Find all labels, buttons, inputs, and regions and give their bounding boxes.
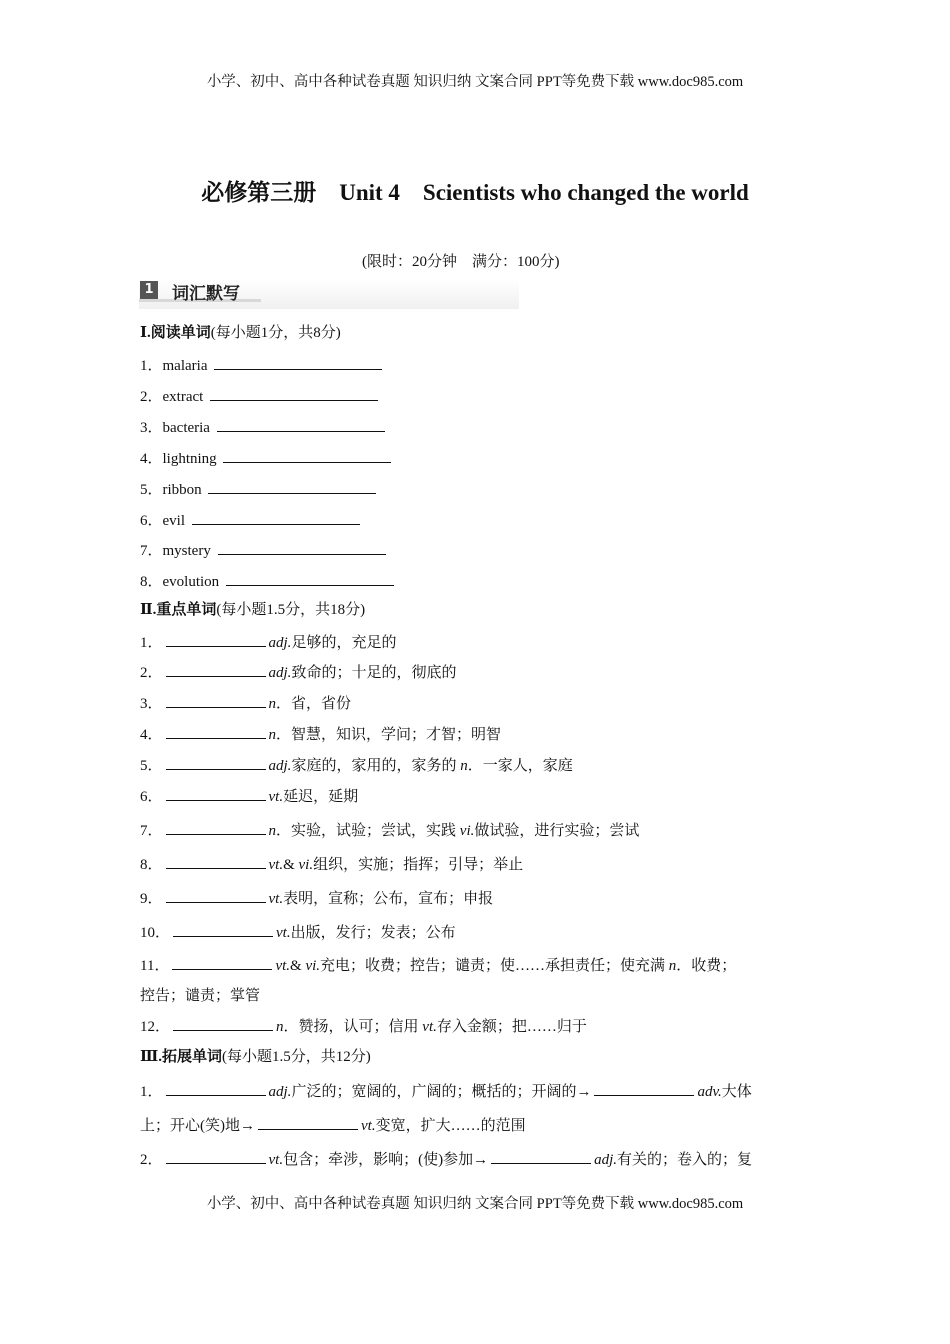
line-text: (每小题1分，共8分) xyxy=(210,325,341,341)
answer-blank[interactable] xyxy=(258,1114,358,1130)
exercise-line xyxy=(140,853,523,875)
section-banner xyxy=(139,279,519,309)
line-text: 4． xyxy=(140,727,163,743)
line-text: 2． xyxy=(140,1152,163,1168)
line-text: 上；开心(笑)地→ xyxy=(140,1118,255,1134)
part-of-speech: vt. xyxy=(361,1118,376,1134)
line-text: 变宽，扩大……的范围 xyxy=(375,1118,526,1134)
line-text: (每小题1.5分，共12分) xyxy=(222,1049,371,1065)
exercise-line xyxy=(140,1015,587,1037)
answer-blank[interactable] xyxy=(214,354,382,370)
answer-blank[interactable] xyxy=(594,1080,694,1096)
exercise-line xyxy=(140,723,501,745)
answer-blank[interactable] xyxy=(166,1148,266,1164)
line-text: 11． xyxy=(140,958,170,974)
line-text: 控告；谴责；掌管 xyxy=(140,988,261,1004)
section-heading: Ⅱ.重点单词 xyxy=(140,602,217,618)
part-of-speech: adj. xyxy=(268,1084,292,1100)
answer-blank[interactable] xyxy=(218,539,386,555)
section-number-icon: 1 xyxy=(140,281,158,299)
exercise-line xyxy=(140,323,341,343)
part-of-speech: adj. xyxy=(594,1152,618,1168)
exercise-line xyxy=(140,754,573,776)
part-of-speech: adj. xyxy=(268,758,292,774)
line-text: 延迟，延期 xyxy=(283,789,359,805)
exercise-line xyxy=(140,661,456,683)
part-of-speech: n xyxy=(268,727,277,743)
part-of-speech: vt. xyxy=(268,857,284,873)
part-of-speech: vt. xyxy=(275,958,291,974)
answer-blank[interactable] xyxy=(491,1148,591,1164)
answer-blank[interactable] xyxy=(166,723,266,739)
line-text: 组织，实施；指挥；引导；举止 xyxy=(313,857,524,873)
line-text: 1． xyxy=(140,1084,163,1100)
line-text: 大体 xyxy=(721,1084,752,1100)
exercise-line xyxy=(140,570,397,592)
page-footer: 小学、初中、高中各种试卷真题 知识归纳 文案合同 PPT等免费下载 www.doc985.com xyxy=(206,1196,744,1212)
section-heading: Ⅲ.拓展单词 xyxy=(140,1049,223,1065)
part-of-speech: vi. xyxy=(305,958,321,974)
page-header: 小学、初中、高中各种试卷真题 知识归纳 文案合同 PPT等免费下载 www.doc985.com xyxy=(206,74,744,90)
exercise-line xyxy=(140,354,385,376)
line-text: ．实验，试验；尝试，实践 xyxy=(276,823,460,839)
answer-blank[interactable] xyxy=(166,819,266,835)
line-text: 3．bacteria xyxy=(140,420,214,436)
part-of-speech: vt. xyxy=(276,925,291,941)
exercise-line xyxy=(140,1080,752,1102)
line-text: 7．mystery xyxy=(140,543,215,559)
line-text: 致命的；十足的，彻底的 xyxy=(291,665,457,681)
answer-blank[interactable] xyxy=(166,692,266,708)
part-of-speech: vt. xyxy=(268,1152,284,1168)
line-text: & xyxy=(290,958,306,974)
part-of-speech: vi. xyxy=(298,857,314,873)
line-text: ．一家人，家庭 xyxy=(467,758,573,774)
exercise-line xyxy=(140,509,363,531)
line-text: 6． xyxy=(140,789,163,805)
line-text: 9． xyxy=(140,891,163,907)
line-text: (每小题1.5分，共18分) xyxy=(216,602,366,618)
line-text: 10． xyxy=(140,925,171,941)
answer-blank[interactable] xyxy=(226,570,394,586)
exercise-line xyxy=(140,785,358,807)
exercise-line xyxy=(140,1047,371,1067)
line-text: 充电；收费；控告；谴责；使……承担责任；使充满 xyxy=(320,958,669,974)
section-banner-label: 词汇默写 xyxy=(172,284,240,304)
line-text: 足够的，充足的 xyxy=(291,635,397,651)
part-of-speech: n xyxy=(460,758,468,774)
line-text: 12． xyxy=(140,1019,171,1035)
line-text: 8．evolution xyxy=(140,574,223,590)
line-text: 1． xyxy=(140,635,163,651)
line-text: 6．evil xyxy=(140,513,189,529)
part-of-speech: vt. xyxy=(422,1019,437,1035)
line-text: 8． xyxy=(140,857,163,873)
exercise-line xyxy=(140,1114,526,1136)
answer-blank[interactable] xyxy=(166,754,266,770)
answer-blank[interactable] xyxy=(210,385,378,401)
exercise-line xyxy=(140,921,456,943)
exercise-line xyxy=(140,819,639,841)
part-of-speech: adj. xyxy=(268,665,292,681)
line-text: 出版，发行；发表；公布 xyxy=(290,925,456,941)
time-limit: (限时：20分钟 满分：100分) xyxy=(362,254,560,270)
exercise-line xyxy=(140,447,394,469)
part-of-speech: n xyxy=(268,823,277,839)
line-text: 包含；牵涉，影响；(使)参加→ xyxy=(283,1152,489,1168)
line-text: 5． xyxy=(140,758,163,774)
exercise-line xyxy=(140,416,388,438)
line-text: 4．lightning xyxy=(140,451,221,467)
line-text: 存入金额；把……归于 xyxy=(436,1019,587,1035)
answer-blank[interactable] xyxy=(166,631,266,647)
exercise-line xyxy=(140,385,381,407)
exercise-line xyxy=(140,887,493,909)
line-text: ．智慧，知识，学问；才智；明智 xyxy=(276,727,502,743)
line-text: 3． xyxy=(140,696,163,712)
part-of-speech: n xyxy=(276,1019,284,1035)
exercise-line xyxy=(140,954,736,976)
line-text: 有关的；卷入的；复 xyxy=(617,1152,753,1168)
part-of-speech: n xyxy=(268,696,277,712)
answer-blank[interactable] xyxy=(166,887,266,903)
line-text: 2． xyxy=(140,665,163,681)
answer-blank[interactable] xyxy=(172,954,272,970)
line-text: 2．extract xyxy=(140,389,208,405)
exercise-line xyxy=(140,692,351,714)
exercise-line xyxy=(140,478,379,500)
answer-blank[interactable] xyxy=(166,661,266,677)
exercise-line xyxy=(140,1148,752,1170)
exercise-line xyxy=(140,600,365,620)
exercise-line xyxy=(140,986,260,1006)
line-text: 做试验，进行实验；尝试 xyxy=(474,823,640,839)
answer-blank[interactable] xyxy=(166,1080,266,1096)
answer-blank[interactable] xyxy=(166,785,266,801)
part-of-speech: vt. xyxy=(268,789,284,805)
answer-blank[interactable] xyxy=(166,853,266,869)
line-text: ．收费； xyxy=(676,958,737,974)
answer-blank[interactable] xyxy=(217,416,385,432)
part-of-speech: vi. xyxy=(459,823,475,839)
line-text: 5．ribbon xyxy=(140,482,206,498)
part-of-speech: n xyxy=(668,958,677,974)
answer-blank[interactable] xyxy=(208,478,376,494)
answer-blank[interactable] xyxy=(223,447,391,463)
answer-blank[interactable] xyxy=(173,921,273,937)
page-title: 必修第三册 Unit 4 Scientists who changed the world xyxy=(201,180,749,205)
line-text: 广泛的；宽阔的，广阔的；概括的；开阔的→ xyxy=(291,1084,592,1100)
line-text: & xyxy=(283,857,299,873)
line-text: ．赞扬，认可；信用 xyxy=(283,1019,423,1035)
line-text: 表明，宣称；公布，宣布；申报 xyxy=(283,891,494,907)
line-text: 1．malaria xyxy=(140,358,212,374)
answer-blank[interactable] xyxy=(192,509,360,525)
part-of-speech: vt. xyxy=(268,891,284,907)
answer-blank[interactable] xyxy=(173,1015,273,1031)
exercise-line xyxy=(140,631,396,653)
section-heading: Ⅰ.阅读单词 xyxy=(140,325,211,341)
line-text: ．省，省份 xyxy=(276,696,352,712)
part-of-speech: adv. xyxy=(697,1084,722,1100)
exercise-line xyxy=(140,539,389,561)
part-of-speech: adj. xyxy=(268,635,292,651)
line-text: 7． xyxy=(140,823,163,839)
line-text: 家庭的，家用的，家务的 xyxy=(291,758,461,774)
